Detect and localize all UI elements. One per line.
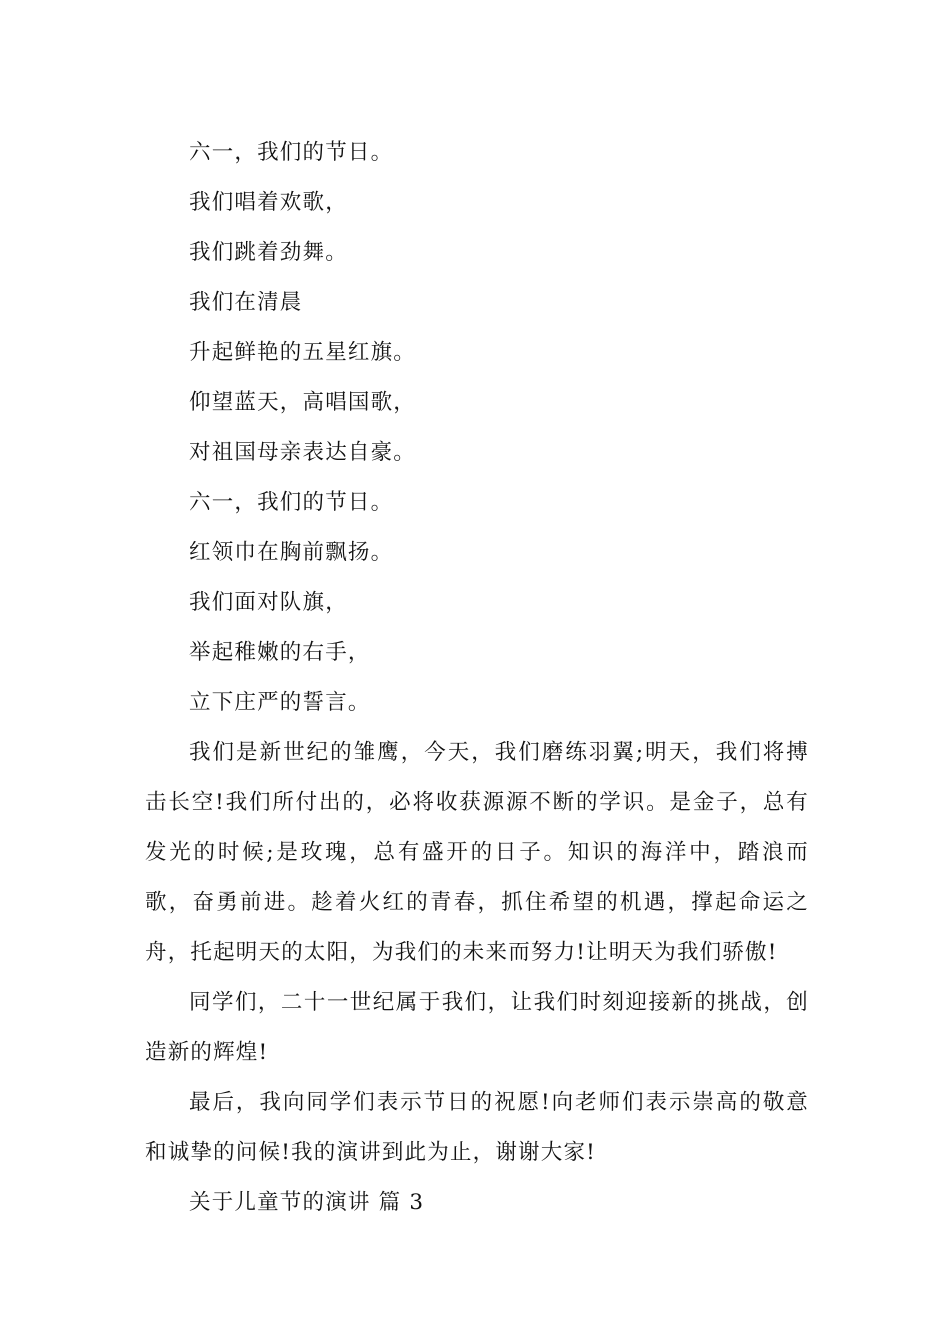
poem-line: 我们在清晨 — [189, 290, 303, 315]
poem-line: 六一，我们的节日。 — [189, 140, 394, 165]
poem-line: 红领巾在胸前飘扬。 — [189, 540, 394, 565]
body-paragraph: 最后，我向同学们表示节日的祝愿!向老师们表示崇高的敬意和诚挚的问候!我的演讲到此为止，谢谢大家! — [145, 1090, 809, 1165]
poem-line: 对祖国母亲表达自豪。 — [189, 440, 417, 465]
body-paragraph: 同学们，二十一世纪属于我们，让我们时刻迎接新的挑战，创造新的辉煌! — [145, 990, 809, 1065]
poem-line: 我们面对队旗， — [189, 590, 348, 615]
document-body — [145, 128, 809, 1228]
poem-line: 立下庄严的誓言。 — [189, 690, 371, 715]
section-heading: 关于儿童节的演讲 篇 3 — [189, 1190, 425, 1215]
body-paragraph: 我们是新世纪的雏鹰，今天，我们磨练羽翼;明天，我们将搏击长空!我们所付出的，必将收获源源不断的学识。是金子，总有发光的时候;是玫瑰，总有盛开的日子。知识的海洋中，踏浪而歌，奋勇前进。趁着火红的青春，抓住希望的机遇，撑起命运之舟，托起明天的太阳，为我们的未来而努力!让明天为我们骄傲! — [145, 740, 809, 965]
poem-line: 六一，我们的节日。 — [189, 490, 394, 515]
poem-line: 仰望蓝天，高唱国歌， — [189, 390, 417, 415]
poem-line: 举起稚嫩的右手， — [189, 640, 371, 665]
poem-line: 升起鲜艳的五星红旗。 — [189, 340, 417, 365]
poem-line: 我们跳着劲舞。 — [189, 240, 348, 265]
poem-line: 我们唱着欢歌， — [189, 190, 348, 215]
